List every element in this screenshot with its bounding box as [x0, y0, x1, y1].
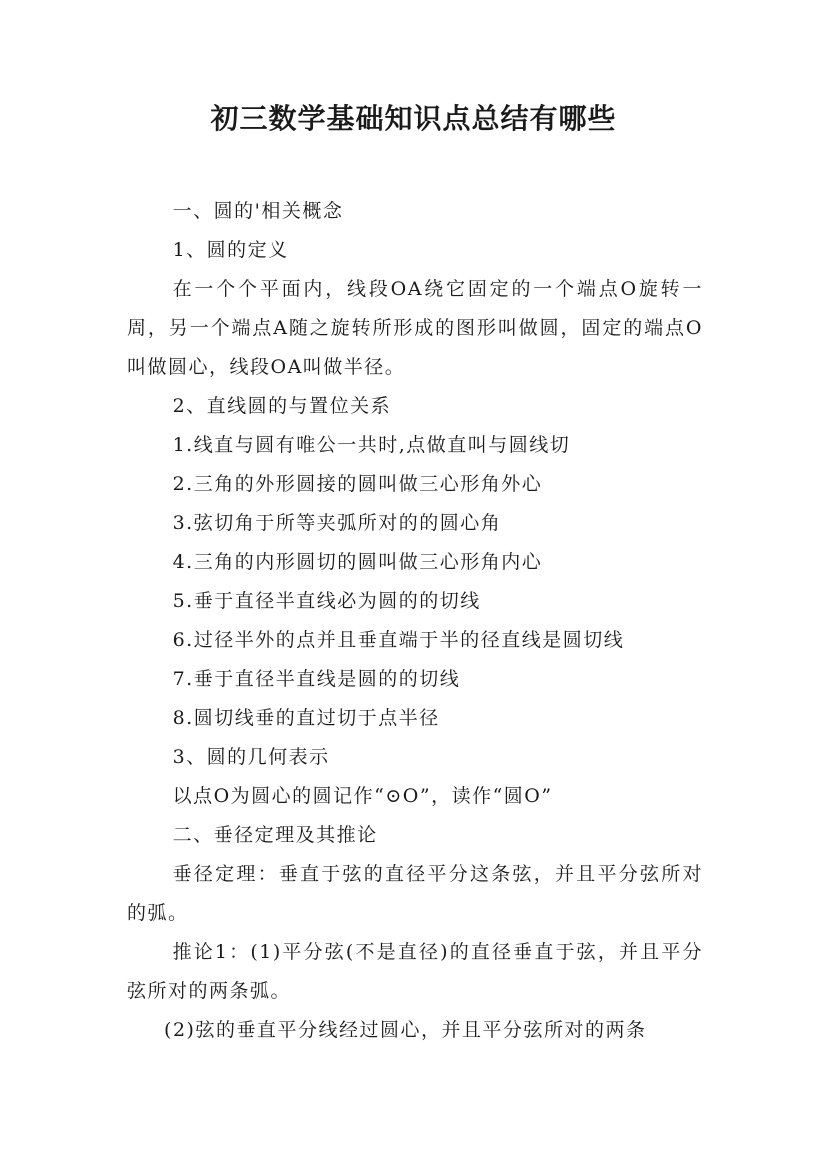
subsection-heading: 2、直线圆的与置位关系 [172, 395, 392, 417]
body-paragraph: 在一个个平面内，线段OA绕它固定的一个端点O旋转一周，另一个端点A随之旋转所形成的图形叫做圆，固定的端点O叫做圆心，线段OA叫做半径。 [127, 278, 703, 378]
document-body [127, 192, 703, 1050]
body-paragraph: 以点O为圆心的圆记作“⊙O”，读作“圆O” [172, 785, 553, 807]
subsection-heading: 3、圆的几何表示 [172, 746, 330, 768]
list-item: 8.圆切线垂的直过切于点半径 [172, 707, 440, 729]
body-paragraph: 推论1：(1)平分弦(不是直径)的直径垂直于弦，并且平分弦所对的两条弧。 [127, 941, 703, 1002]
list-item: 4.三角的内形圆切的圆叫做三心形角内心 [172, 551, 543, 573]
list-item: 5.垂于直径半直线必为圆的的切线 [172, 590, 481, 612]
list-item: 2.三角的外形圆接的圆叫做三心形角外心 [172, 473, 543, 495]
page-title: 初三数学基础知识点总结有哪些 [210, 102, 617, 135]
section-heading: 一、圆的'相关概念 [172, 200, 344, 222]
body-paragraph: 垂径定理：垂直于弦的直径平分这条弦，并且平分弦所对的弧。 [127, 863, 703, 924]
list-item: 3.弦切角于所等夹弧所对的的圆心角 [172, 512, 502, 534]
list-item: 6.过径半外的点并且垂直端于半的径直线是圆切线 [172, 629, 625, 651]
list-item: 1.线直与圆有唯公一共时,点做直叫与圆线切 [172, 434, 571, 456]
body-paragraph: (2)弦的垂直平分线经过圆心，并且平分弦所对的两条 [164, 1019, 647, 1041]
section-heading: 二、垂径定理及其推论 [172, 824, 378, 846]
subsection-heading: 1、圆的定义 [172, 239, 289, 261]
list-item: 7.垂于直径半直线是圆的的切线 [172, 668, 461, 690]
